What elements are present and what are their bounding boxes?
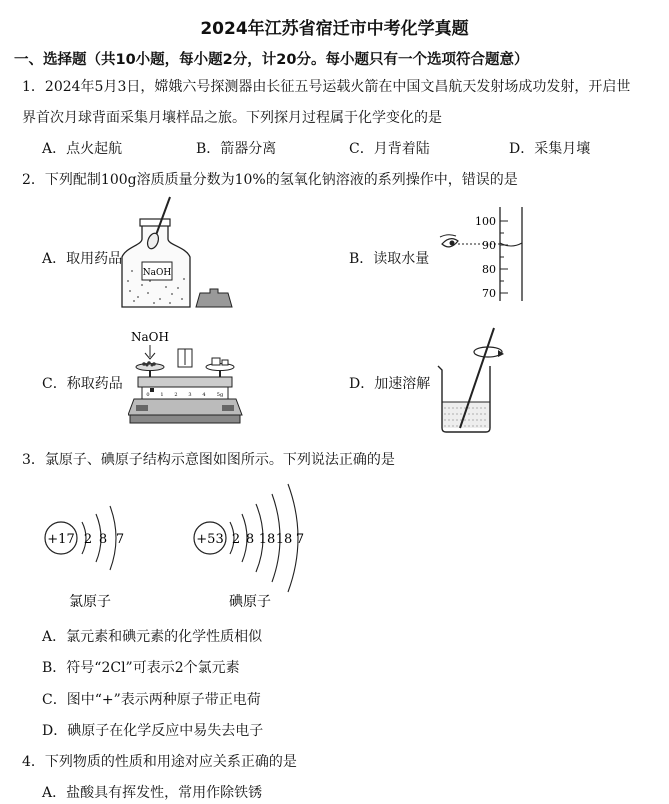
q1-stem-line2: 界首次月球背面采集月壤样品之旅。下列探月过程属于化学变化的是 bbox=[22, 110, 442, 126]
iodine-shell-3: 18 bbox=[258, 532, 276, 547]
q3-option-d[interactable]: D．碘原子在化学反应中易失去电子 bbox=[42, 723, 264, 739]
chlorine-shell-1: 2 bbox=[83, 532, 93, 547]
iodine-shell-2: 8 bbox=[245, 532, 255, 547]
balance-scale-1: 1 bbox=[160, 392, 164, 398]
chlorine-nucleus: +17 bbox=[47, 532, 75, 547]
beaker-stir-figure bbox=[436, 322, 508, 436]
q4-option-a[interactable]: A．盐酸具有挥发性，常用作除铁锈 bbox=[42, 785, 263, 801]
chlorine-caption: 氯原子 bbox=[69, 594, 111, 610]
balance-scale-0: 0 bbox=[146, 392, 150, 398]
balance-scale-4: 4 bbox=[202, 392, 206, 398]
q2-option-d[interactable]: D．加速溶解 bbox=[349, 376, 431, 392]
balance-naoh-label: NaOH bbox=[131, 330, 169, 344]
q2-option-c[interactable]: C．称取药品 bbox=[42, 376, 123, 392]
q1-option-a[interactable]: A．点火起航 bbox=[42, 141, 123, 157]
balance-scale-3: 3 bbox=[188, 392, 192, 398]
cylinder-tick-90: 90 bbox=[482, 239, 496, 252]
q1-option-b[interactable]: B．箭器分离 bbox=[196, 141, 277, 157]
cylinder-tick-80: 80 bbox=[482, 263, 496, 276]
reagent-bottle-figure bbox=[120, 195, 235, 315]
q4-stem: 4．下列物质的性质和用途对应关系正确的是 bbox=[22, 754, 297, 770]
balance-figure bbox=[128, 325, 250, 433]
iodine-shell-4: 18 bbox=[275, 532, 293, 547]
q3-stem: 3．氯原子、碘原子结构示意图如图所示。下列说法正确的是 bbox=[22, 452, 395, 468]
iodine-atom-diagram bbox=[194, 484, 304, 610]
chlorine-shell-2: 8 bbox=[98, 532, 108, 547]
graduated-cylinder-figure bbox=[430, 205, 540, 305]
q3-option-b[interactable]: B．符号“2Cl”可表示2个氯元素 bbox=[42, 660, 240, 676]
cylinder-tick-70: 70 bbox=[482, 287, 496, 300]
q1-option-d[interactable]: D．采集月壤 bbox=[509, 141, 591, 157]
chlorine-shell-3: 7 bbox=[115, 532, 125, 547]
q1-stem-line1: 1．2024年5月3日，嫦娥六号探测器由长征五号运载火箭在中国文昌航天发射场成功发射，开启世 bbox=[22, 79, 631, 95]
q2-option-a[interactable]: A．取用药品 bbox=[42, 251, 123, 267]
atom-structure-figure bbox=[36, 480, 336, 620]
cylinder-tick-100: 100 bbox=[475, 215, 496, 228]
iodine-shell-5: 7 bbox=[295, 532, 305, 547]
q3-option-c[interactable]: C．图中“+”表示两种原子带正电荷 bbox=[42, 692, 261, 708]
q2-stem: 2．下列配制100g溶质质量分数为10%的氢氧化钠溶液的系列操作中，错误的是 bbox=[22, 172, 518, 188]
balance-scale-2: 2 bbox=[174, 392, 178, 398]
iodine-nucleus: +53 bbox=[196, 532, 224, 547]
bottle-label: NaOH bbox=[142, 268, 172, 278]
page-title: 2024年江苏省宿迁市中考化学真题 bbox=[200, 19, 469, 39]
section-heading: 一、选择题（共10小题，每小题2分，计20分。每小题只有一个选项符合题意） bbox=[14, 52, 529, 68]
balance-scale-5g: 5g bbox=[216, 392, 224, 398]
chlorine-atom-diagram bbox=[45, 506, 124, 610]
iodine-shell-1: 2 bbox=[231, 532, 241, 547]
q2-option-b[interactable]: B．读取水量 bbox=[349, 251, 430, 267]
q1-option-c[interactable]: C．月背着陆 bbox=[349, 141, 430, 157]
q3-option-a[interactable]: A．氯元素和碘元素的化学性质相似 bbox=[42, 629, 263, 645]
eye-icon bbox=[440, 235, 458, 247]
iodine-caption: 碘原子 bbox=[229, 594, 271, 610]
